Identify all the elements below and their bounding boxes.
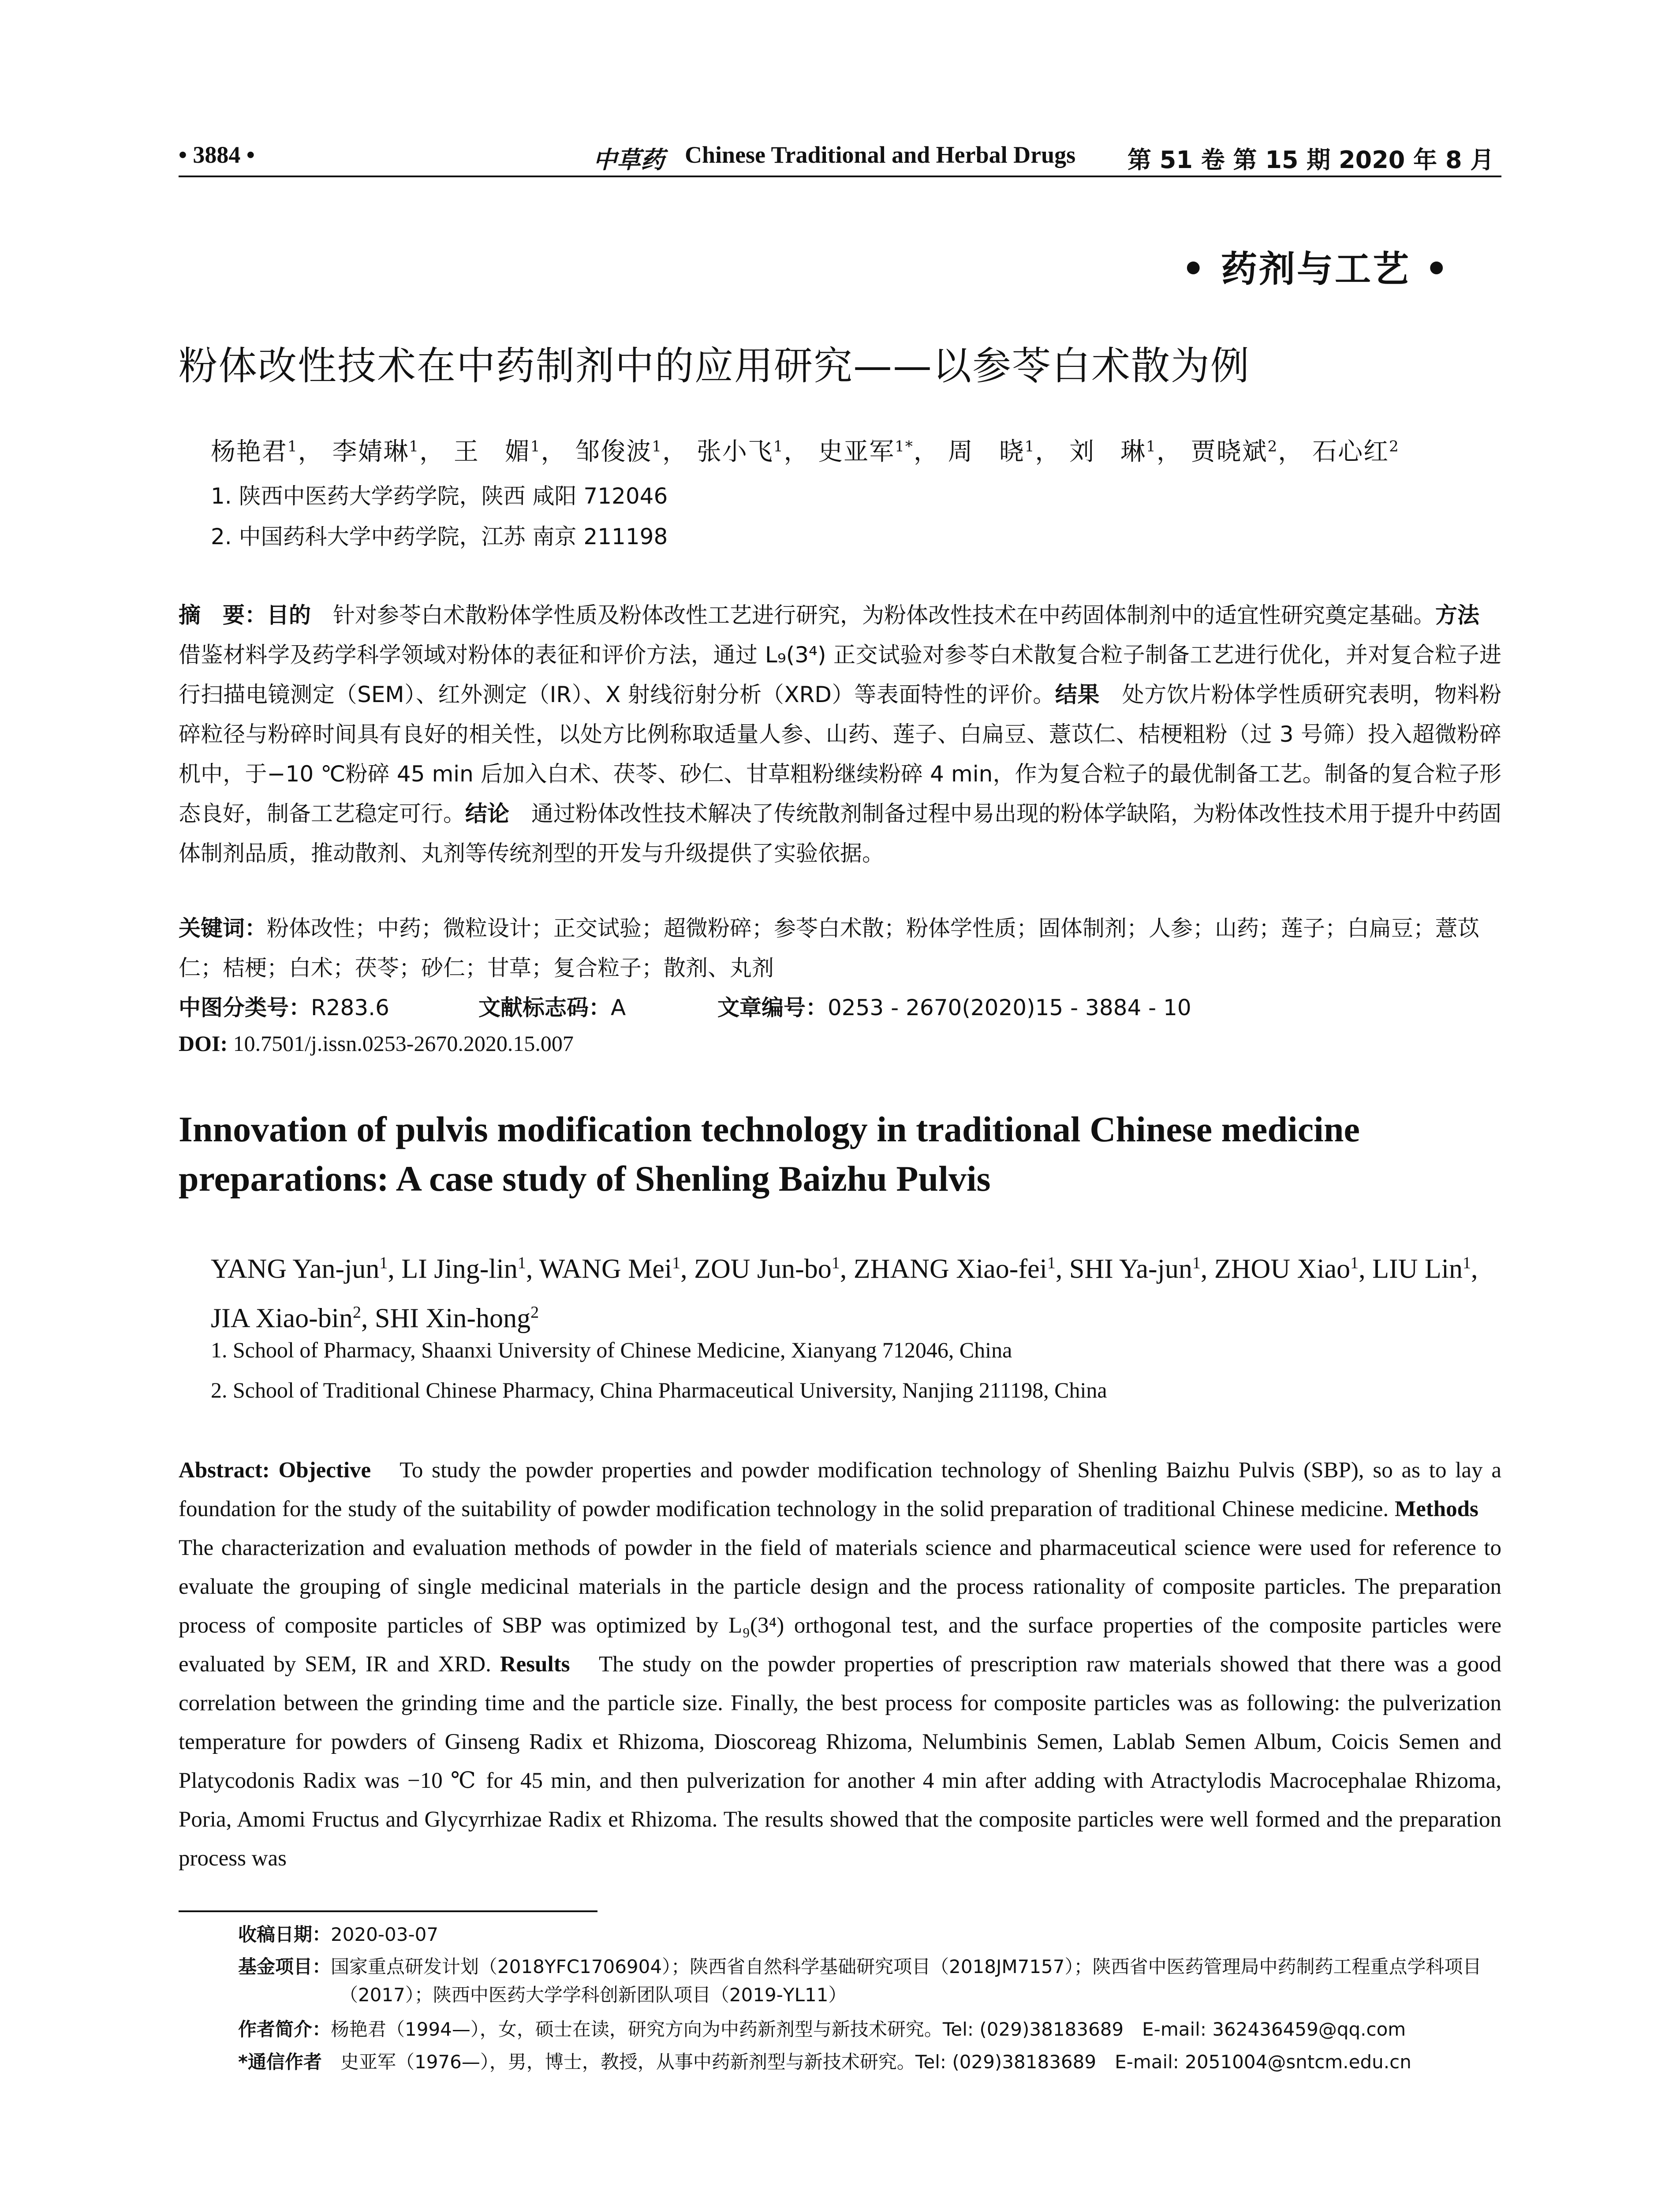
doi-label: DOI: (179, 1031, 228, 1056)
keywords (179, 908, 1501, 988)
affiliation-cn-1: 1. 陕西中医药大学药学院，陕西 咸阳 712046 (211, 483, 668, 509)
clc-code (179, 990, 389, 1022)
affiliation-marker: 1 (409, 437, 420, 456)
footnote-funding (238, 1953, 1501, 2009)
footnote-corresponding (238, 2048, 1501, 2076)
article-title-cn: 粉体改性技术在中药制剂中的应用研究——以参苓白术散为例 (179, 343, 1251, 389)
author-name: 刘 琳 (1069, 437, 1146, 466)
keywords-text: 粉体改性；中药；微粒设计；正交试验；超微粉碎；参苓白术散；粉体学性质；固体制剂；人参；山药；莲子；白扁豆；薏苡仁；桔梗；白术；茯苓；砂仁；甘草；复合粒子；散剂、丸剂 (179, 916, 1479, 981)
affiliation-marker: 1 (379, 1254, 388, 1272)
affiliation-marker: 2 (353, 1303, 362, 1322)
author-name: SHI Ya-jun (1069, 1254, 1192, 1284)
author-name: ZHANG Xiao-fei (853, 1254, 1047, 1284)
corresponding-text: 史亚军（1976—），男，博士，教授，从事中药新剂型与新技术研究。Tel: (029)38183689 E-mail: 2051004@sntcm.edu.cn (321, 2051, 1411, 2073)
article-label: 文章编号： (717, 995, 828, 1020)
author-list-cn: 杨艳君$^1$， 李婧琳$^1$， 王 媚$^1$， 邹俊波$^1$， 张小飞$^1$， 史亚军$^{1*}$， 周 晓$^1$， 刘 琳$^1$， 贾晓斌$^2$， 石心红$^2$ (211, 437, 1400, 466)
objective-label-en: Abstract: Objective (179, 1458, 371, 1483)
author-name: SHI Xin-hong (375, 1303, 531, 1334)
affiliation-marker: 1* (895, 437, 914, 456)
section-tag: • 药剂与工艺 • (1182, 248, 1450, 290)
affiliation-marker: 1 (1024, 437, 1035, 456)
author-name: 石心红 (1312, 437, 1389, 466)
author-name: ZOU Jun-bo (694, 1254, 832, 1284)
author-name: 张小飞 (696, 437, 773, 466)
affiliation-cn-2: 2. 中国药科大学中药学院，江苏 南京 211198 (211, 524, 668, 549)
affiliation-marker: 1 (1463, 1254, 1471, 1272)
affiliation-marker: 2 (530, 1303, 539, 1322)
affiliation-marker: 1 (287, 437, 298, 456)
author-name: ZHOU Xiao (1214, 1254, 1351, 1284)
affiliation-en-1: 1. School of Pharmacy, Shaanxi University of Chinese Medicine, Xianyang 712046, China (211, 1338, 1012, 1362)
results-label-en: Results (500, 1652, 570, 1677)
results-text-en: The study on the powder properties of prescription raw materials showed that there was a good correlation between the grinding time and the particle size. Finally, the best process for composite particles was as following: the pulverization temperature for powders of Ginseng Radix et Rhizoma, Dioscoreag Rhizoma, Nelumbinis Semen, Lablab Semen Album, Coicis Semen and Platycodonis Radix was −10 ℃ for 45 min, and then pulverization for another 4 min after adding with Atractylodis Macrocephalae Rhizoma, Poria, Amomi Fructus and Glycyrrhizae Radix et Rhizoma. The results showed that the composite particles were well formed and the preparation process was (179, 1652, 1501, 1871)
affiliation-marker: 1 (530, 437, 541, 456)
affiliation-marker: 1 (773, 437, 784, 456)
fund-text: 国家重点研发计划（2018YFC1706904）；陕西省自然科学基础研究项目（2018JM7157）；陕西省中医药管理局中药制药工程重点学科项目（2017）；陕西中医药大学学科创新团队项目（2019-YL11） (331, 1956, 1482, 2006)
author-name: WANG Mei (539, 1254, 672, 1284)
received-label: 收稿日期： (238, 1924, 331, 1945)
article-value: 0253 - 2670(2020)15 - 3884 - 10 (828, 995, 1191, 1020)
author-name: YANG Yan-jun (211, 1254, 380, 1284)
clc-value: R283.6 (311, 995, 389, 1020)
methods-text-en: The characterization and evaluation methods of powder in the field of materials science and pharmaceutical science were used for reference to evaluate the grouping of single medicinal materials in the particle design and the process rationality of composite particles. The preparation process of composite particles of SBP was optimized by L₉(3⁴) orthogonal test, and the surface properties of the composite particles were evaluated by SEM, IR and XRD. (179, 1497, 1501, 1677)
affiliation-marker: 1 (1350, 1254, 1359, 1272)
journal-name-cn: 中草药 (593, 146, 665, 174)
author-name: 邹俊波 (575, 437, 652, 466)
footnote-author (238, 2015, 1501, 2044)
author-name: 贾晓斌 (1191, 437, 1268, 466)
abstract-label: 摘 要： (179, 602, 267, 628)
methods-label-en: Methods (1395, 1497, 1478, 1521)
doc-value: A (611, 995, 626, 1020)
abstract-cn (179, 595, 1501, 873)
article-title-en: Innovation of pulvis modification technology in traditional Chinese medicine preparations: A case study of Shenling Baizhu Pulvis (179, 1109, 1360, 1199)
objective-text: 针对参苓白术散粉体学性质及粉体改性工艺进行研究，为粉体改性技术在中药固体制剂中的适宜性研究奠定基础。 (311, 602, 1435, 628)
header-rule (179, 176, 1501, 177)
clc-label: 中图分类号： (179, 995, 311, 1020)
author-bio-label: 作者简介： (238, 2018, 331, 2040)
affiliation-marker: 2 (1389, 437, 1400, 456)
received-date: 2020-03-07 (331, 1924, 439, 1945)
journal-name-en: Chinese Traditional and Herbal Drugs (685, 142, 1076, 168)
footnote-rule (179, 1910, 597, 1912)
affiliation-marker: 1 (1192, 1254, 1201, 1272)
doi-link[interactable]: 10.7501/j.issn.0253-2670.2020.15.007 (228, 1031, 574, 1056)
doi-line (179, 1031, 574, 1056)
author-name: JIA Xiao-bin (211, 1303, 353, 1334)
abstract-en (179, 1451, 1501, 1878)
affiliation-marker: 1 (1047, 1254, 1056, 1272)
author-name: LI Jing-lin (401, 1254, 518, 1284)
author-name: LIU Lin (1372, 1254, 1463, 1284)
corresponding-label: *通信作者 (238, 2051, 322, 2073)
author-name: 杨艳君 (211, 437, 287, 466)
author-name: 史亚军 (818, 437, 895, 466)
conclusion-text: 通过粉体改性技术解决了传统散剂制备过程中易出现的粉体学缺陷，为粉体改性技术用于提升中药固体制剂品质，推动散剂、丸剂等传统剂型的开发与升级提供了实验依据。 (179, 801, 1501, 866)
running-header (179, 132, 1501, 176)
author-name: 周 晓 (948, 437, 1025, 466)
results-text: 处方饮片粉体学性质研究表明，物料粉碎粒径与粉碎时间具有良好的相关性，以处方比例称取适量人参、山药、莲子、白扁豆、薏苡仁、桔梗粗粉（过 3 号筛）投入超微粉碎机中，于−10 ℃粉碎 45 min 后加入白术、茯苓、砂仁、甘草粗粉继续粉碎 4 min，作为复合粒子的最优制备工艺。制备的复合粒子形态良好，制备工艺稳定可行。 (179, 682, 1501, 826)
footnote-received (238, 1921, 1501, 1949)
author-name: 李婧琳 (332, 437, 409, 466)
document-code (478, 990, 626, 1022)
article-number (717, 990, 1191, 1022)
affiliation-marker: 1 (517, 1254, 526, 1272)
conclusion-label: 结论 (465, 801, 509, 826)
doc-label: 文献标志码： (478, 995, 611, 1020)
objective-text-en: To study the powder properties and powder modification technology of Shenling Baizhu Pulvis (SBP), so as to lay a foundation for the study of the suitability of powder modification technology in the solid preparation of traditional Chinese medicine. (179, 1458, 1502, 1521)
affiliation-marker: 1 (652, 437, 662, 456)
author-name: 王 媚 (453, 437, 530, 466)
methods-label: 方法 (1435, 602, 1479, 628)
keywords-label: 关键词： (179, 916, 267, 941)
objective-label: 目的 (267, 602, 311, 628)
affiliation-marker: 2 (1267, 437, 1278, 456)
author-bio-text: 杨艳君（1994—），女，硕士在读，研究方向为中药新剂型与新技术研究。Tel: (029)38183689 E-mail: 362436459@qq.com (331, 2018, 1406, 2040)
issue-info: 第 51 卷 第 15 期 2020 年 8 月 (1127, 146, 1494, 174)
affiliation-marker: 1 (1146, 437, 1157, 456)
affiliation-marker: 1 (831, 1254, 840, 1272)
author-list-en: YANG Yan-jun$^1$, LI Jing-lin$^1$, WANG Mei$^1$, ZOU Jun-$bo^1$, ZHANG Xiao-fei$^1$, SHI Ya-jun$^1$, ZHOU Xiao$^1$, LIU Lin$^1$, JIA Xiao-bin$^2$, SHI Xin-hong$^2$ (211, 1254, 1478, 1334)
page-number: • 3884 • (179, 142, 255, 168)
affiliation-marker: 1 (672, 1254, 681, 1272)
fund-label: 基金项目： (238, 1956, 331, 1977)
results-label: 结果 (1055, 682, 1100, 707)
methods-text: 借鉴材料学及药学科学领域对粉体的表征和评价方法，通过 L₉(3⁴) 正交试验对参苓白术散复合粒子制备工艺进行优化，并对复合粒子进行扫描电镜测定（SEM）、红外测定（IR）、X 射线衍射分析（XRD）等表面特性的评价。 (179, 602, 1501, 707)
affiliation-en-2: 2. School of Traditional Chinese Pharmacy, China Pharmaceutical University, Nanjing 211198, China (211, 1378, 1107, 1402)
